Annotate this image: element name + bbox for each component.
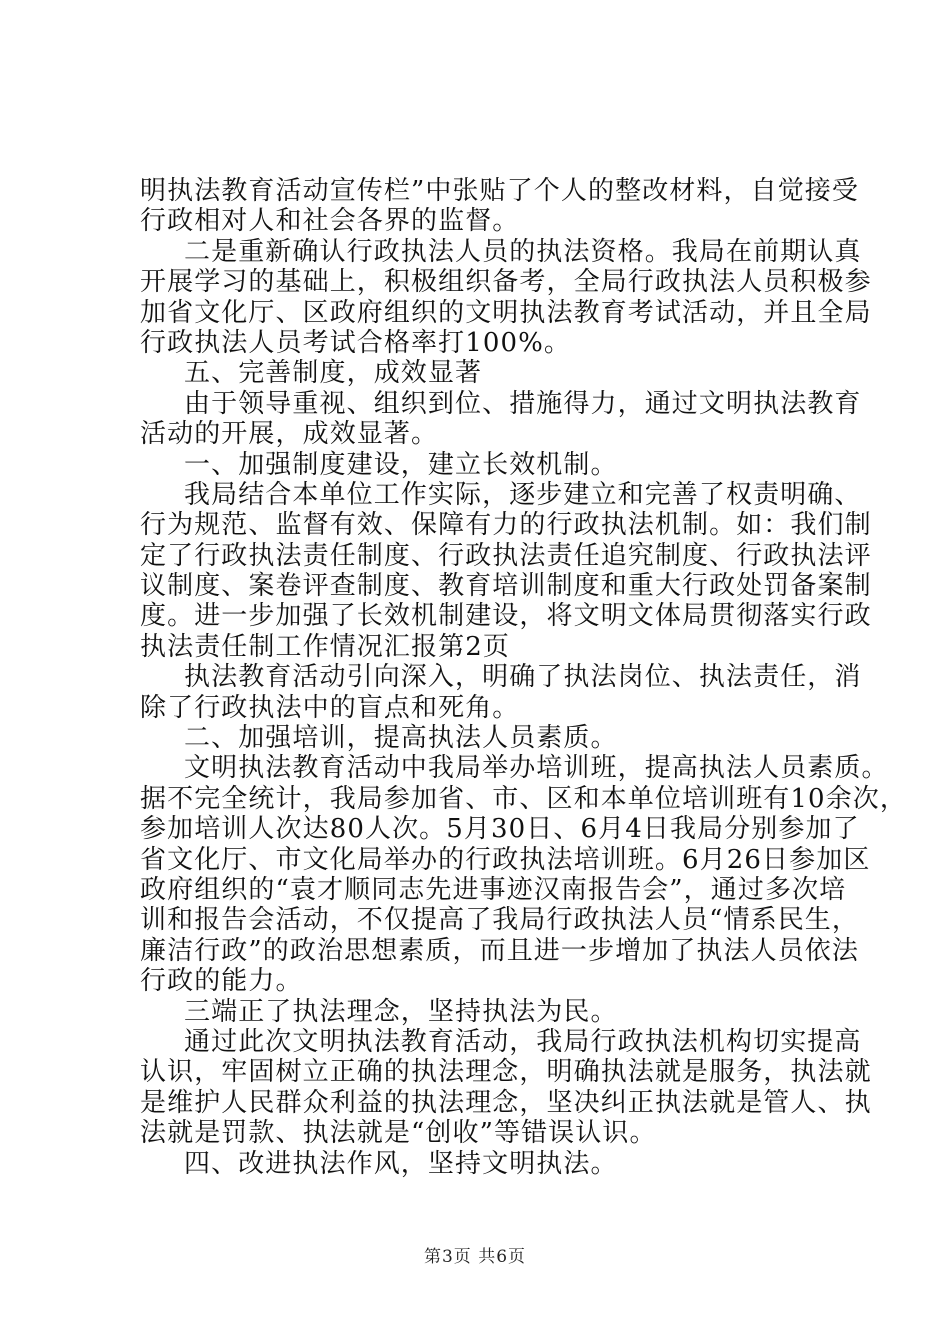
text-line: 法就是罚款、执法就是“创收”等错误认识。 [140, 1118, 657, 1149]
text-line: 二是重新确认行政执法人员的执法资格。我局在前期认真 [184, 236, 862, 267]
text-line: 廉洁行政”的政治思想素质，而且进一步增加了执法人员依法 [140, 935, 859, 966]
text-line: 训和报告会活动，不仅提高了我局行政执法人员“情系民生， [140, 905, 859, 936]
text-line: 我局结合本单位工作实际，逐步建立和完善了权责明确、 [184, 479, 862, 510]
text-line: 活动的开展，成效显著。 [140, 419, 439, 450]
document-body [140, 176, 907, 1179]
text-line: 认识，牢固树立正确的执法理念，明确执法就是服务，执法就 [140, 1057, 872, 1088]
text-line: 行政执法人员考试合格率打100%。 [140, 327, 572, 358]
text-line: 行政相对人和社会各界的监督。 [140, 206, 520, 237]
text-line: 除了行政执法中的盲点和死角。 [140, 692, 520, 723]
text-line: 加省文化厅、区政府组织的文明执法教育考试活动，并且全局 [140, 297, 872, 328]
text-line: 定了行政执法责任制度、行政执法责任追究制度、行政执法评 [140, 540, 872, 571]
text-line: 通过此次文明执法教育活动，我局行政执法机构切实提高 [184, 1026, 862, 1057]
page-footer: 第3页 共6页 [423, 1247, 527, 1267]
text-line: 行政的能力。 [140, 966, 303, 997]
text-line: 一、加强制度建设，建立长效机制。 [184, 449, 618, 480]
text-line: 参加培训人次达80人次。5月30日、6月4日我局分别参加了 [140, 814, 860, 845]
text-line: 四、改进执法作风，坚持文明执法。 [184, 1148, 618, 1179]
text-line: 三端正了执法理念，坚持执法为民。 [184, 996, 618, 1027]
text-line: 政府组织的“袁才顺同志先进事迹汉南报告会”，通过多次培 [140, 874, 847, 905]
text-line: 执法教育活动引向深入，明确了执法岗位、执法责任，消 [184, 662, 862, 693]
text-line: 五、完善制度，成效显著 [184, 358, 483, 389]
text-line: 文明执法教育活动中我局举办培训班，提高执法人员素质。 [184, 753, 889, 784]
text-line: 是维护人民群众利益的执法理念，坚决纠正执法就是管人、执 [140, 1087, 872, 1118]
text-line: 议制度、案卷评查制度、教育培训制度和重大行政处罚备案制 [140, 571, 872, 602]
text-line: 省文化厅、市文化局举办的行政执法培训班。6月26日参加区 [140, 844, 871, 875]
text-line: 由于领导重视、组织到位、措施得力，通过文明执法教育 [184, 388, 862, 419]
text-line: 二、加强培训，提高执法人员素质。 [184, 723, 618, 754]
text-line: 据不完全统计，我局参加省、市、区和本单位培训班有10余次， [140, 783, 907, 814]
text-line: 开展学习的基础上，积极组织备考，全局行政执法人员积极参 [140, 267, 872, 298]
text-line: 行为规范、监督有效、保障有力的行政执法机制。如：我们制 [140, 510, 872, 541]
text-line: 度。进一步加强了长效机制建设，将文明文体局贯彻落实行政 [140, 601, 872, 632]
text-line: 明执法教育活动宣传栏”中张贴了个人的整改材料，自觉接受 [140, 176, 859, 206]
text-line: 执法责任制工作情况汇报第2页 [140, 631, 510, 662]
